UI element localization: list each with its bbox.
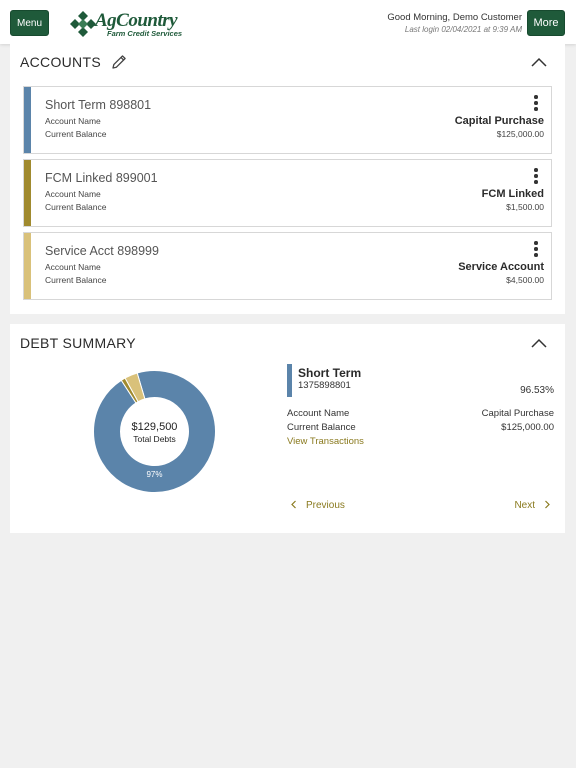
logo-cross-icon	[69, 10, 97, 38]
total-debts-label: Total Debts	[133, 434, 176, 444]
current-balance-value: $125,000.00	[496, 129, 544, 139]
current-balance-value: $4,500.00	[506, 275, 544, 285]
account-color-stripe	[24, 160, 31, 226]
accounts-collapse-chevron-up-icon[interactable]	[530, 56, 548, 68]
menu-button[interactable]: Menu	[10, 10, 49, 36]
greeting-text: Good Morning, Demo Customer	[387, 12, 522, 23]
account-title: Service Acct 898999	[45, 244, 159, 258]
more-options-kebab-icon[interactable]	[534, 95, 538, 111]
app-header	[0, 0, 576, 44]
account-title: FCM Linked 899001	[45, 171, 158, 185]
edit-pencil-icon[interactable]	[110, 53, 128, 71]
account-name-value: FCM Linked	[481, 188, 544, 200]
selected-account-percent: 96.53%	[520, 385, 554, 396]
previous-button[interactable]	[290, 500, 345, 511]
more-options-kebab-icon[interactable]	[534, 241, 538, 257]
account-color-stripe	[24, 233, 31, 299]
debt-summary-title: DEBT SUMMARY	[20, 335, 136, 351]
current-balance-label: Current Balance	[45, 202, 107, 212]
account-name-label: Account Name	[287, 408, 350, 419]
accounts-panel	[10, 44, 565, 314]
account-card[interactable]	[23, 159, 552, 227]
last-login-text: Last login 02/04/2021 at 9:39 AM	[404, 25, 522, 34]
account-card[interactable]	[23, 232, 552, 300]
current-balance-value: $125,000.00	[501, 422, 554, 433]
view-transactions-link[interactable]: View Transactions	[287, 436, 364, 447]
debt-summary-panel	[10, 324, 565, 533]
account-title: Short Term 898801	[45, 98, 152, 112]
current-balance-value: $1,500.00	[506, 202, 544, 212]
current-balance-label: Current Balance	[45, 129, 107, 139]
account-name-label: Account Name	[45, 262, 101, 272]
account-name-value: Capital Purchase	[481, 408, 554, 419]
account-color-stripe	[24, 87, 31, 153]
account-name-value: Service Account	[458, 261, 544, 273]
account-name-label: Account Name	[45, 116, 101, 126]
current-balance-label: Current Balance	[287, 422, 356, 433]
logo-subtitle: Farm Credit Services	[107, 29, 183, 38]
chevron-left-icon	[290, 500, 298, 509]
more-options-kebab-icon[interactable]	[534, 168, 538, 184]
selected-account-color-stripe	[287, 364, 292, 397]
account-card[interactable]	[23, 86, 552, 154]
agcountry-logo[interactable]	[69, 9, 183, 39]
accounts-title: ACCOUNTS	[20, 54, 101, 70]
current-balance-label: Current Balance	[45, 275, 107, 285]
account-name-value: Capital Purchase	[454, 115, 544, 127]
previous-label: Previous	[306, 500, 345, 511]
chevron-right-icon	[543, 500, 551, 509]
next-label: Next	[514, 500, 535, 511]
logo-name: AgCountry	[95, 10, 178, 31]
more-button[interactable]: More	[527, 10, 565, 36]
selected-account-number: 1375898801	[298, 380, 351, 391]
donut-percent-label: 97%	[146, 470, 163, 479]
selected-account-title: Short Term	[298, 366, 362, 380]
next-button[interactable]	[514, 500, 551, 511]
debt-collapse-chevron-up-icon[interactable]	[530, 337, 548, 349]
account-name-label: Account Name	[45, 189, 101, 199]
total-debts-amount: $129,500	[131, 421, 178, 433]
